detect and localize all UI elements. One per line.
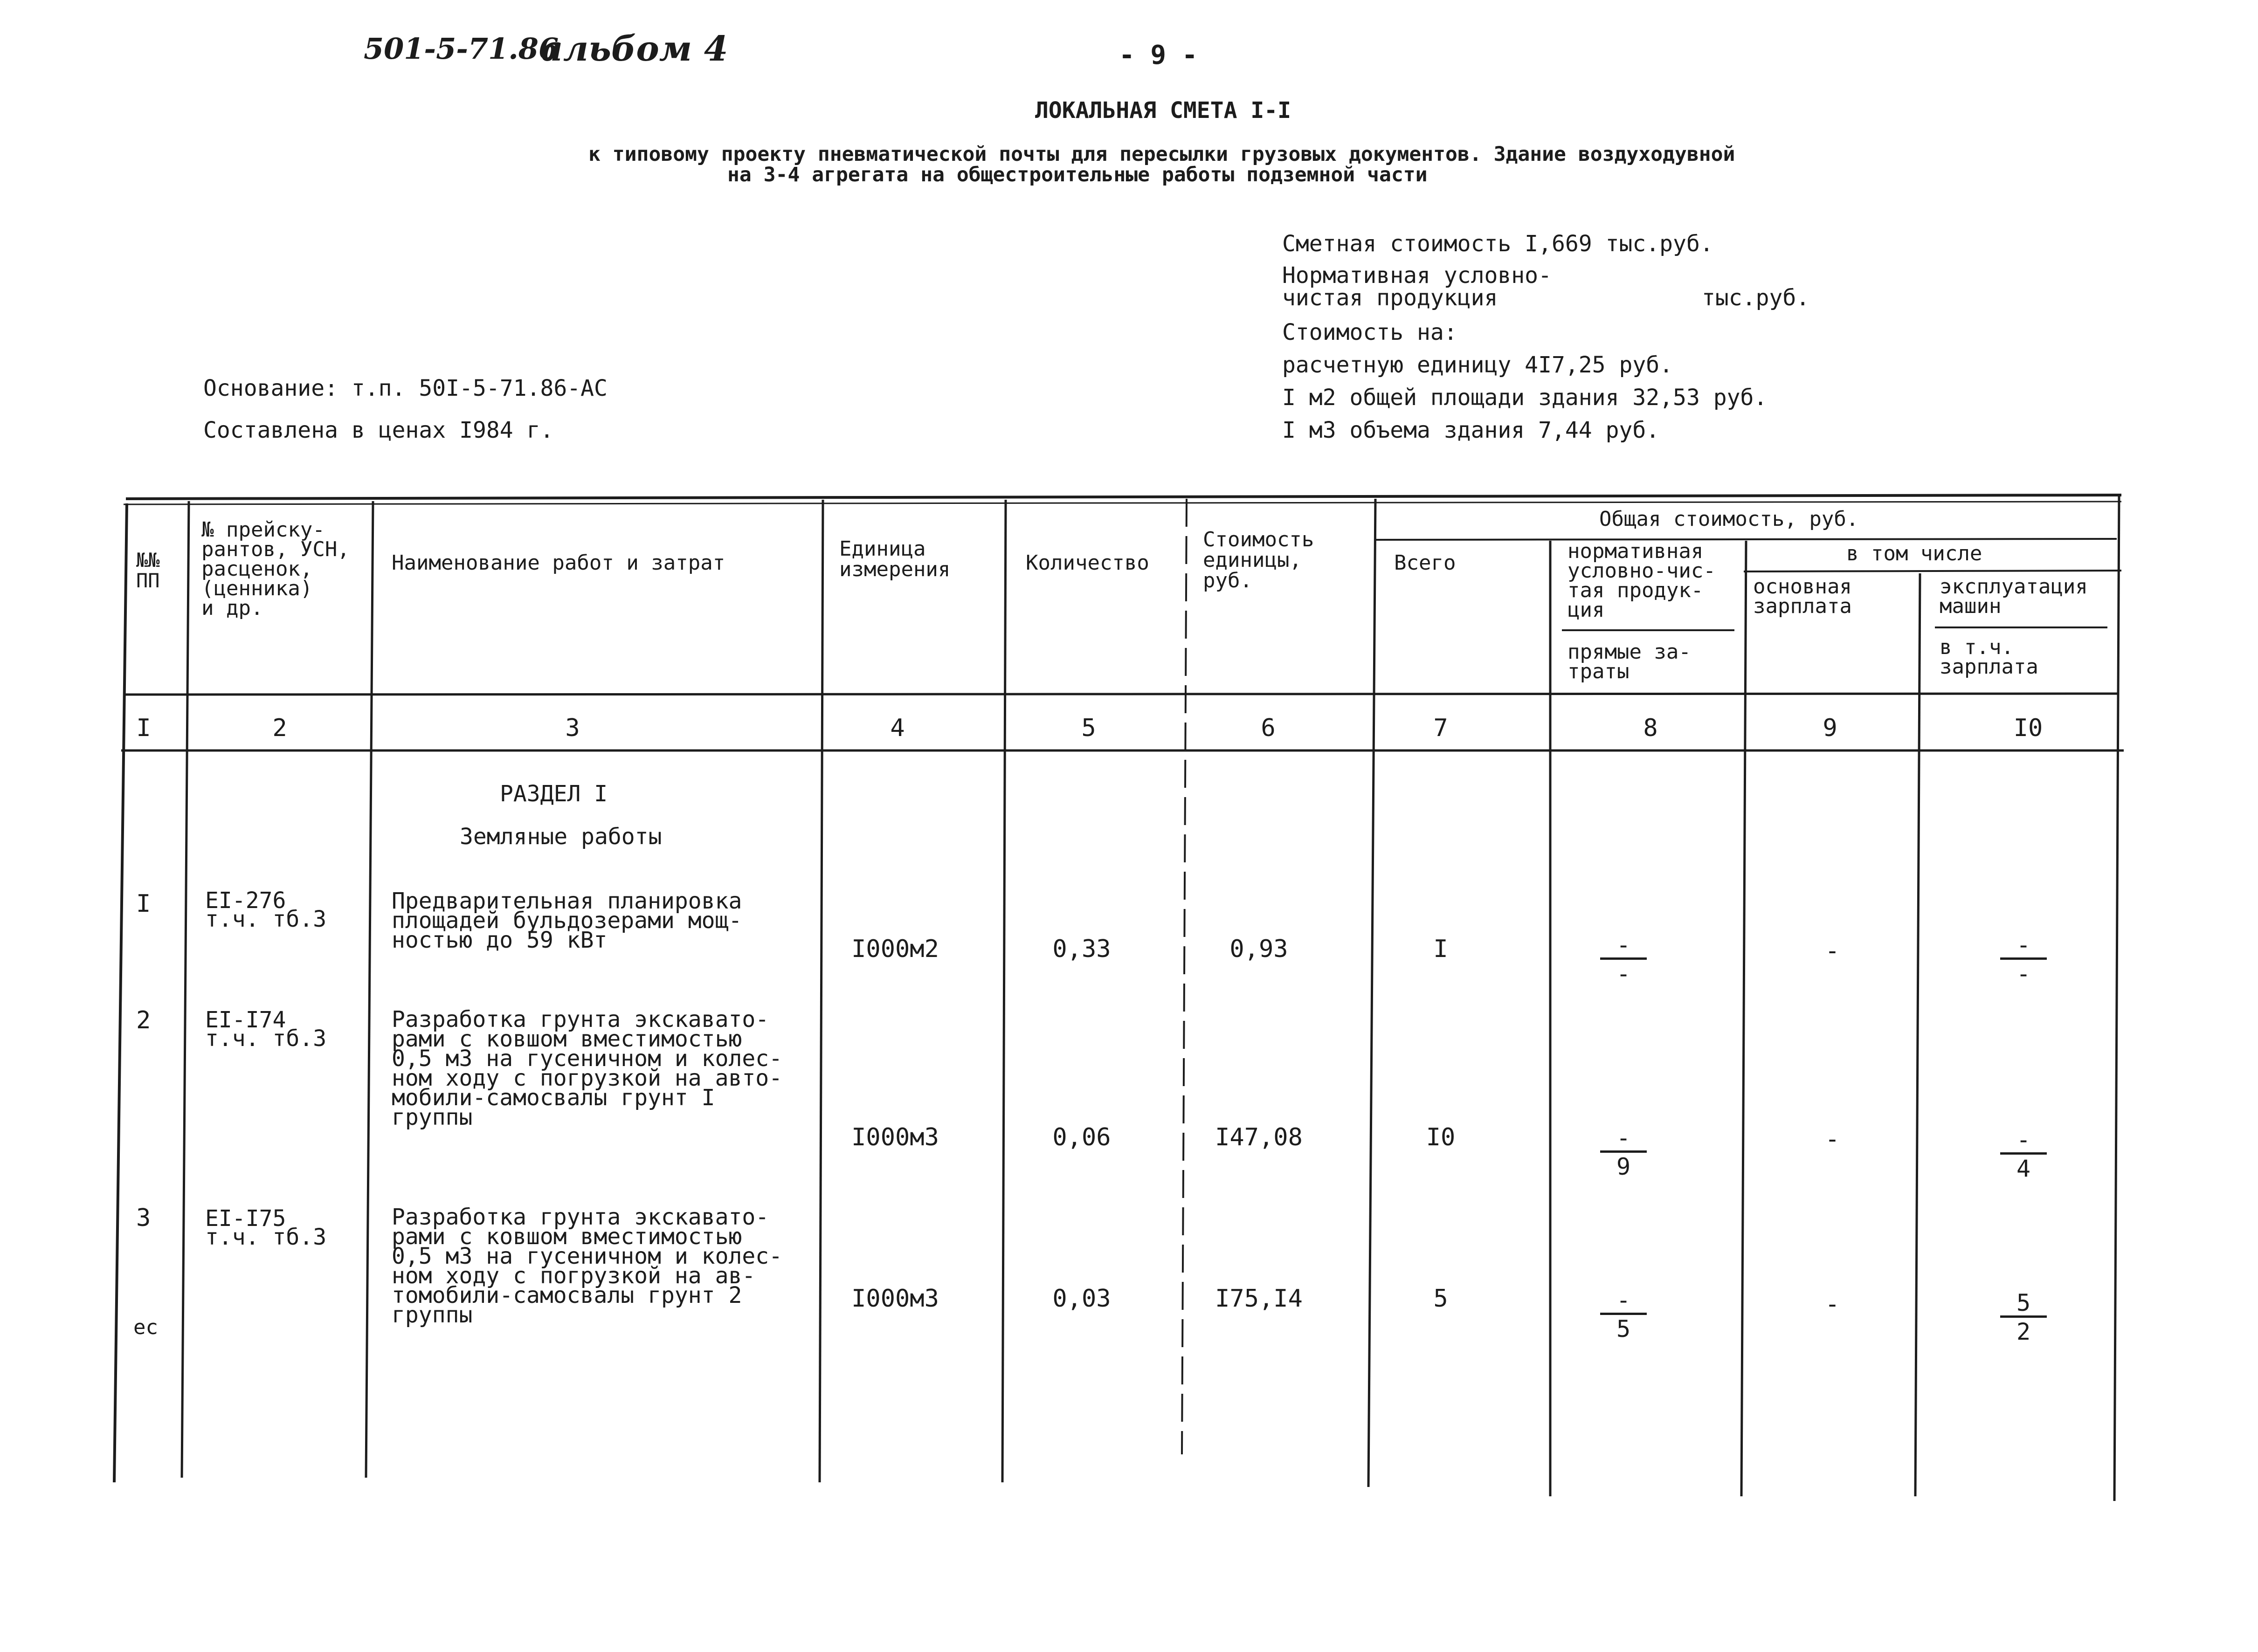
- basis-line: Основание: т.п. 50I-5-71.86-АС: [203, 375, 608, 401]
- page-number: - 9 -: [1119, 40, 1198, 70]
- column-number: 9: [1823, 714, 1837, 742]
- row-work-name: Разработка грунта экскавато- рами с ковшом вместимостью 0,5 м3 на гусеничном и колес- ном ходу с погрузкой на ав- томобили-самосвалы грунт 2 группы: [392, 1204, 783, 1328]
- row-direct-costs-value: -: [1616, 960, 1631, 987]
- section-name: Земляные работы: [460, 824, 662, 850]
- header-work-name: Наименование работ и затрат: [392, 551, 725, 575]
- row-total: I0: [1426, 1123, 1456, 1151]
- row-number: 3: [136, 1204, 151, 1232]
- row-normative-fraction: [1600, 932, 1647, 985]
- header-row-number: №№ ПП: [136, 549, 160, 592]
- row-total: I: [1433, 935, 1448, 963]
- estimated-cost: Сметная стоимость I,669 тыс.руб.: [1282, 231, 1713, 257]
- normative-unit: тыс.руб.: [1702, 285, 1810, 311]
- row-quantity: 0,06: [1052, 1123, 1111, 1151]
- header-unit: Единица измерения: [839, 537, 951, 581]
- header-direct-costs: прямые за- траты: [1567, 640, 1691, 683]
- row-machine-value: -: [2000, 932, 2047, 960]
- normative-label-2: чистая продукция: [1282, 285, 1498, 311]
- row-machine-salary-value: 4: [2016, 1155, 2031, 1182]
- row-work-name: Предварительная планировка площадей бульдозерами мощ- ностью до 59 кВт: [392, 888, 742, 953]
- row-number: 2: [136, 1006, 151, 1034]
- row-unit: I000м3: [851, 1123, 939, 1151]
- row-normative-fraction: [1600, 1287, 1647, 1340]
- row-unit-cost: I47,08: [1215, 1123, 1303, 1151]
- row-number: I: [136, 890, 151, 918]
- column-number: 3: [565, 714, 580, 742]
- column-number: 7: [1433, 714, 1448, 742]
- cost-per-unit: расчетную единицу 4I7,25 руб.: [1282, 352, 1673, 378]
- row-base-salary: -: [1825, 937, 1840, 965]
- row-machine-value: 5: [2000, 1290, 2047, 1318]
- header-quantity: Количество: [1026, 551, 1149, 575]
- row-code: EI-I74 т.ч. тб.3: [205, 1007, 327, 1052]
- section-title: РАЗДЕЛ I: [500, 781, 608, 807]
- column-number: I0: [2013, 714, 2043, 742]
- row-machine-salary-value: -: [2016, 960, 2031, 987]
- row-code: EI-276 т.ч. тб.3: [205, 888, 327, 932]
- column-number: 5: [1081, 714, 1096, 742]
- row-code: EI-I75 т.ч. тб.3: [205, 1205, 327, 1250]
- header-normative: нормативная условно-чис- тая продук- ция: [1567, 539, 1716, 622]
- row-base-salary: -: [1825, 1290, 1840, 1318]
- cost-per-m3: I м3 объема здания 7,44 руб.: [1282, 417, 1660, 443]
- row-machine-salary-value: 2: [2016, 1318, 2031, 1345]
- header-total-cost: Общая стоимость, руб.: [1599, 507, 1859, 531]
- row-quantity: 0,33: [1052, 935, 1111, 963]
- column-number: 2: [272, 714, 287, 742]
- row-normative-value: -: [1600, 1287, 1647, 1315]
- header-machine-salary: в т.ч. зарплата: [1940, 635, 2038, 679]
- normative-label-1: Нормативная условно-: [1282, 262, 1552, 289]
- header-price-list: № прейску- рантов, УСН, расценок, (ценника) и др.: [201, 518, 350, 620]
- subtitle-line-1: к типовому проекту пневматической почты для пересылки грузовых документов. Здание воздуходувной: [588, 143, 1735, 166]
- header-including: в том числе: [1846, 542, 1982, 565]
- row-machine-fraction: [2000, 1127, 2047, 1180]
- cost-on-label: Стоимость на:: [1282, 319, 1457, 345]
- cost-per-m2: I м2 общей площади здания 32,53 руб.: [1282, 385, 1768, 411]
- header-unit-cost: Стоимость единицы, руб.: [1203, 528, 1314, 592]
- row-normative-value: -: [1600, 1125, 1647, 1153]
- row-direct-costs-value: 5: [1616, 1315, 1631, 1342]
- margin-note: ес: [133, 1315, 158, 1339]
- row-machine-fraction: [2000, 1290, 2047, 1343]
- header-machine-operation: эксплуатация машин: [1940, 575, 2088, 618]
- row-direct-costs-value: 9: [1616, 1153, 1631, 1180]
- prices-line: Составлена в ценах I984 г.: [203, 417, 554, 443]
- row-unit-cost: 0,93: [1229, 935, 1288, 963]
- row-quantity: 0,03: [1052, 1285, 1111, 1313]
- column-number: 6: [1261, 714, 1276, 742]
- row-total: 5: [1433, 1285, 1448, 1313]
- subtitle-line-2: на 3-4 агрегата на общестроительные работы подземной части: [727, 163, 1428, 186]
- row-unit-cost: I75,I4: [1215, 1285, 1303, 1313]
- header-base-salary: основная зарплата: [1753, 575, 1852, 618]
- row-normative-fraction: [1600, 1125, 1647, 1178]
- page-title: ЛОКАЛЬНАЯ СМЕТА I-I: [1035, 97, 1291, 124]
- column-number: 4: [890, 714, 905, 742]
- row-machine-fraction: [2000, 932, 2047, 985]
- row-normative-value: -: [1600, 932, 1647, 960]
- row-unit: I000м2: [851, 935, 939, 963]
- header-total: Всего: [1394, 551, 1456, 575]
- stamp-album: альбом 4: [541, 29, 728, 69]
- column-number: I: [136, 714, 151, 742]
- row-machine-value: -: [2000, 1127, 2047, 1155]
- row-work-name: Разработка грунта экскавато- рами с ковшом вместимостью 0,5 м3 на гусеничном и колес- ном ходу с погрузкой на авто- мобили-самосвалы грунт I группы: [392, 1006, 783, 1130]
- column-number: 8: [1643, 714, 1658, 742]
- stamp-code: 501-5-71.86: [364, 32, 559, 66]
- row-base-salary: -: [1825, 1125, 1840, 1153]
- row-unit: I000м3: [851, 1285, 939, 1313]
